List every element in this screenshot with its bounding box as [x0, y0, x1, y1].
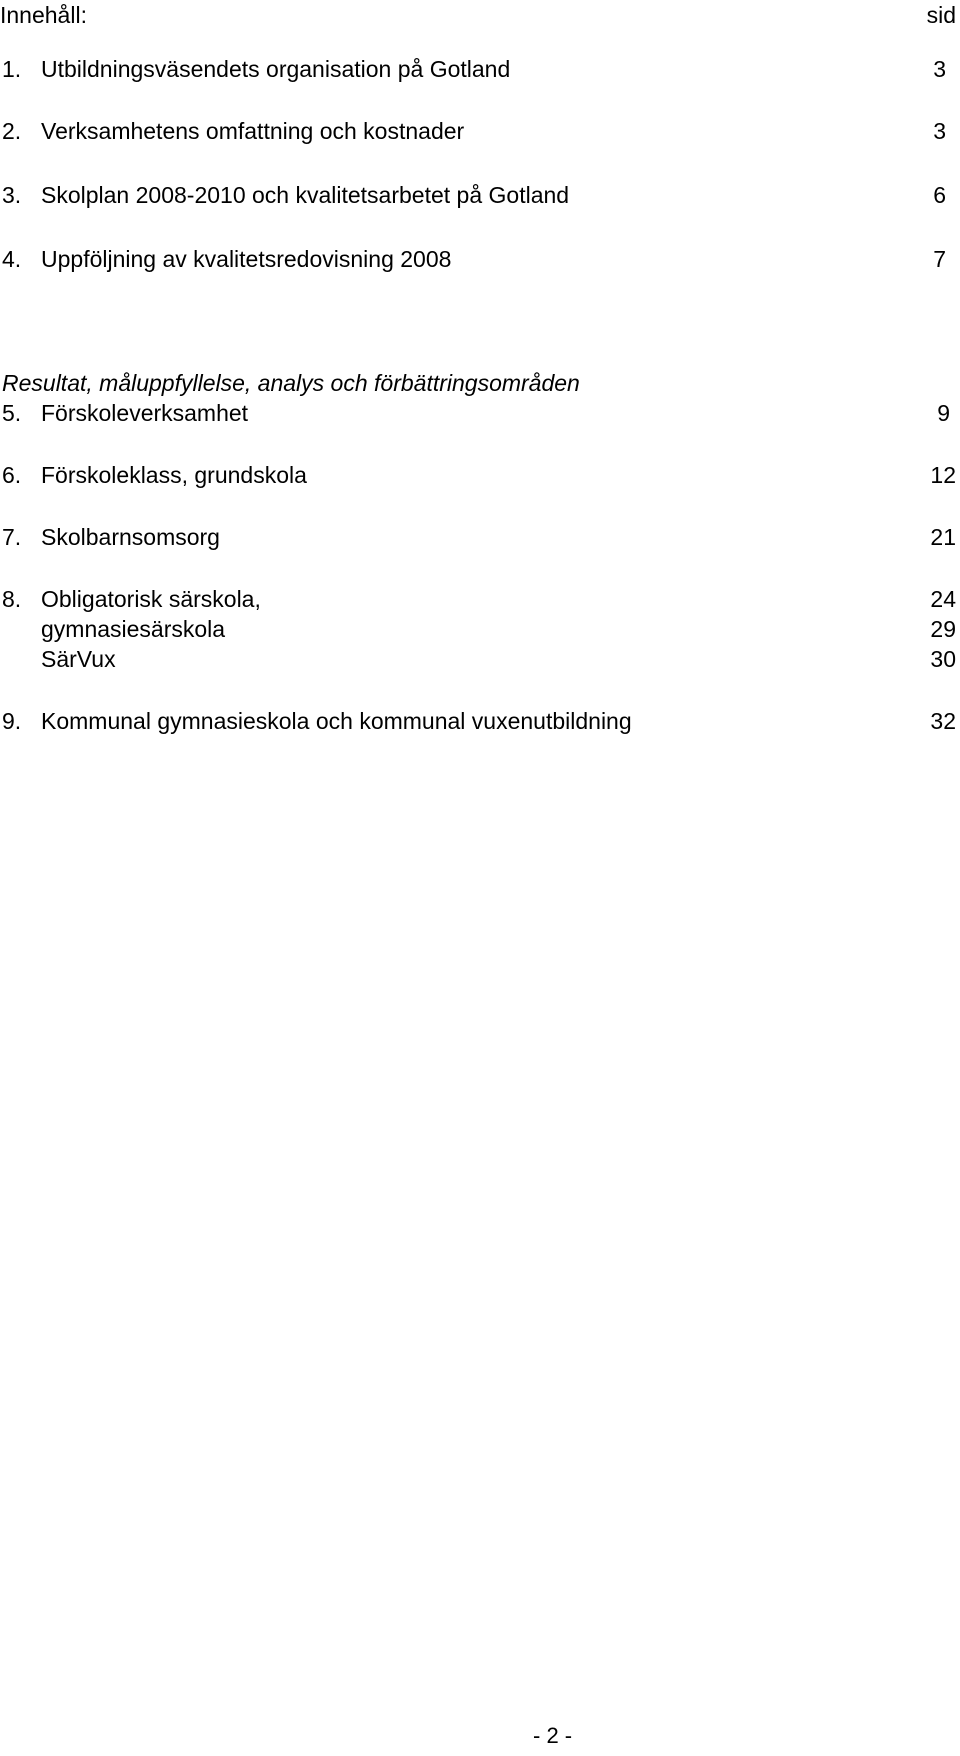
- toc-heading: Innehåll:: [0, 2, 87, 28]
- entry-number: 4.: [2, 246, 22, 272]
- entry-title: Skolplan 2008-2010 och kvalitetsarbetet på Gotland: [41, 182, 570, 208]
- section-heading: Resultat, måluppfyllelse, analys och förbättringsområden: [2, 370, 580, 396]
- entry-page: 12: [930, 462, 956, 488]
- entry-page: 9: [937, 400, 950, 426]
- entry-number: 3.: [2, 182, 22, 208]
- entry-title: Kommunal gymnasieskola och kommunal vuxenutbildning: [41, 708, 632, 734]
- entry-page: 24: [930, 586, 956, 612]
- entry-page: 32: [930, 708, 956, 734]
- entry-page: 7: [933, 246, 946, 272]
- entry-page: 29: [930, 616, 956, 642]
- entry-page: 3: [933, 118, 946, 144]
- entry-number: 9.: [2, 708, 22, 734]
- entry-number: 2.: [2, 118, 22, 144]
- entry-number: 5.: [2, 400, 22, 426]
- entry-title: Utbildningsväsendets organisation på Gotland: [41, 56, 511, 82]
- entry-number: 8.: [2, 586, 22, 612]
- entry-subtitle: SärVux: [41, 646, 116, 672]
- entry-number: 1.: [2, 56, 22, 82]
- entry-page: 6: [933, 182, 946, 208]
- entry-page: 21: [930, 524, 956, 550]
- entry-title: Skolbarnsomsorg: [41, 524, 220, 550]
- entry-title: Uppföljning av kvalitetsredovisning 2008: [41, 246, 452, 272]
- entry-page: 3: [933, 56, 946, 82]
- entry-title: Verksamhetens omfattning och kostnader: [41, 118, 465, 144]
- entry-page: 30: [930, 646, 956, 672]
- entry-number: 6.: [2, 462, 22, 488]
- entry-title: Förskoleverksamhet: [41, 400, 249, 426]
- entry-number: 7.: [2, 524, 22, 550]
- entry-title: Förskoleklass, grundskola: [41, 462, 307, 488]
- entry-subtitle: gymnasiesärskola: [41, 616, 226, 642]
- footer-page-number: - 2 -: [533, 1723, 573, 1748]
- entry-title: Obligatorisk särskola,: [41, 586, 261, 612]
- page-column-label: sid: [926, 2, 956, 28]
